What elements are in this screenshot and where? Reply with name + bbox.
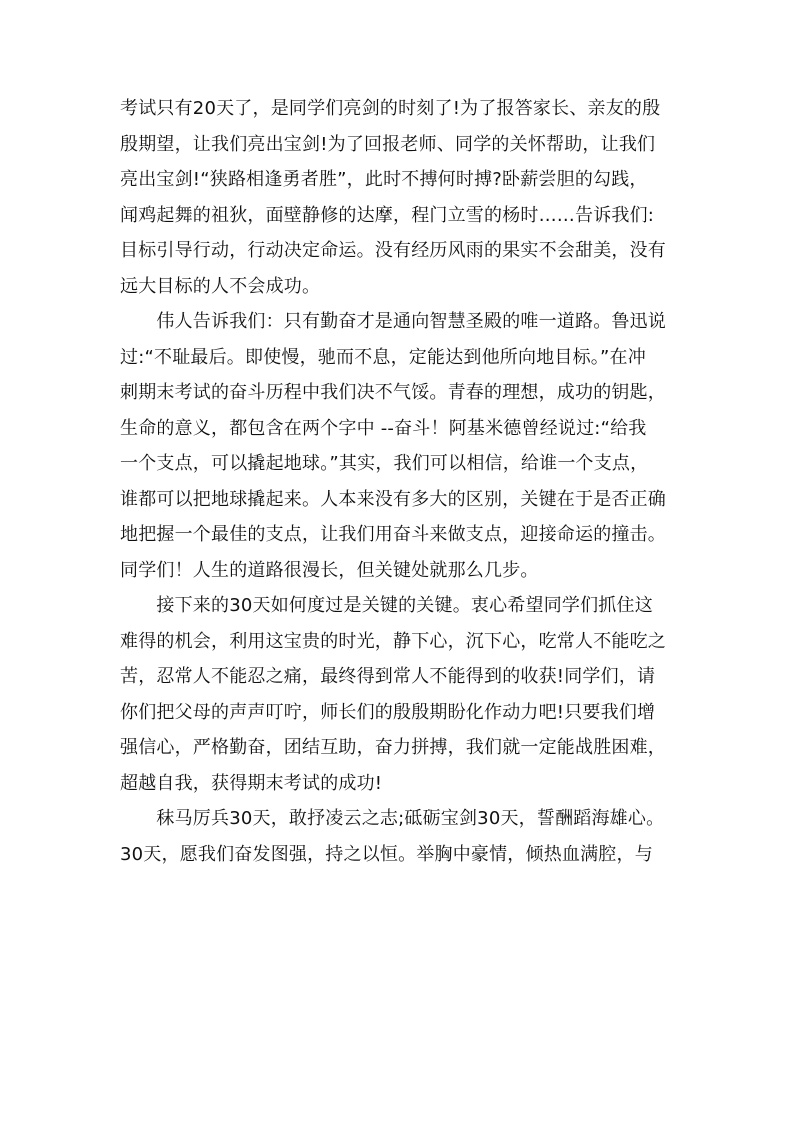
text-line: 远大目标的人不会成功。 <box>120 275 321 297</box>
text-line: 一个支点，可以撬起地球。”其实，我们可以相信，给谁一个支点， <box>120 453 649 474</box>
text-line: 难得的机会，利用这宝贵的时光，静下心，沉下心，吃常人不能吃之 <box>120 630 666 652</box>
text-line: 闻鸡起舞的祖狄，面壁静修的达摩，程门立雪的杨时……告诉我们: <box>120 204 655 226</box>
text-line: 你们把父母的声声叮咛，师长们的殷殷期盼化作动力吧!只要我们增 <box>120 701 656 723</box>
text-line: 苦，忍常人不能忍之痛，最终得到常人不能得到的收获!同学们，请 <box>120 666 656 687</box>
text-line: 谁都可以把地球撬起来。人本来没有多大的区别，关键在于是否正确 <box>120 488 666 510</box>
text-line: 30天，愿我们奋发图强，持之以恒。举胸中豪情，倾热血满腔，与 <box>120 843 653 865</box>
text-line: 亮出宝剑!“狭路相逢勇者胜”，此时不搏何时搏?卧薪尝胆的勾践， <box>120 169 648 190</box>
text-line: 目标引导行动，行动决定命运。没有经历风雨的果实不会甜美，没有 <box>120 240 666 261</box>
text-line: 生命的意义，都包含在两个字中 --奋斗！阿基米德曾经说过:“给我 <box>120 417 647 439</box>
text-line: 强信心，严格勤奋，团结互助，奋力拼搏，我们就一定能战胜困难， <box>120 737 666 758</box>
text-line: 接下来的30天如何度过是关键的关键。衷心希望同学们抓住这 <box>120 595 653 616</box>
text-line: 地把握一个最佳的支点，让我们用奋斗来做支点，迎接命运的撞击。 <box>120 524 666 545</box>
document-body <box>120 91 680 872</box>
text-line: 刺期末考试的奋斗历程中我们决不气馁。青春的理想，成功的钥匙， <box>120 382 666 403</box>
text-line: 伟人告诉我们：只有勤奋才是通向智慧圣殿的唯一道路。鲁迅说 <box>120 311 666 332</box>
text-line: 同学们！人生的道路很漫长，但关键处就那么几步。 <box>120 559 539 581</box>
text-line: 考试只有20天了，是同学们亮剑的时刻了!为了报答家长、亲友的殷 <box>120 98 661 119</box>
text-line: 过:“不耻最后。即使慢，驰而不息，定能达到他所向地目标。”在冲 <box>120 346 646 368</box>
text-line: 秣马厉兵30天，敢抒凌云之志;砥砺宝剑30天，誓酬蹈海雄心。 <box>120 808 665 829</box>
text-line: 殷期望，让我们亮出宝剑!为了回报老师、同学的关怀帮助，让我们 <box>120 133 656 155</box>
text-line: 超越自我，获得期末考试的成功! <box>120 772 383 794</box>
